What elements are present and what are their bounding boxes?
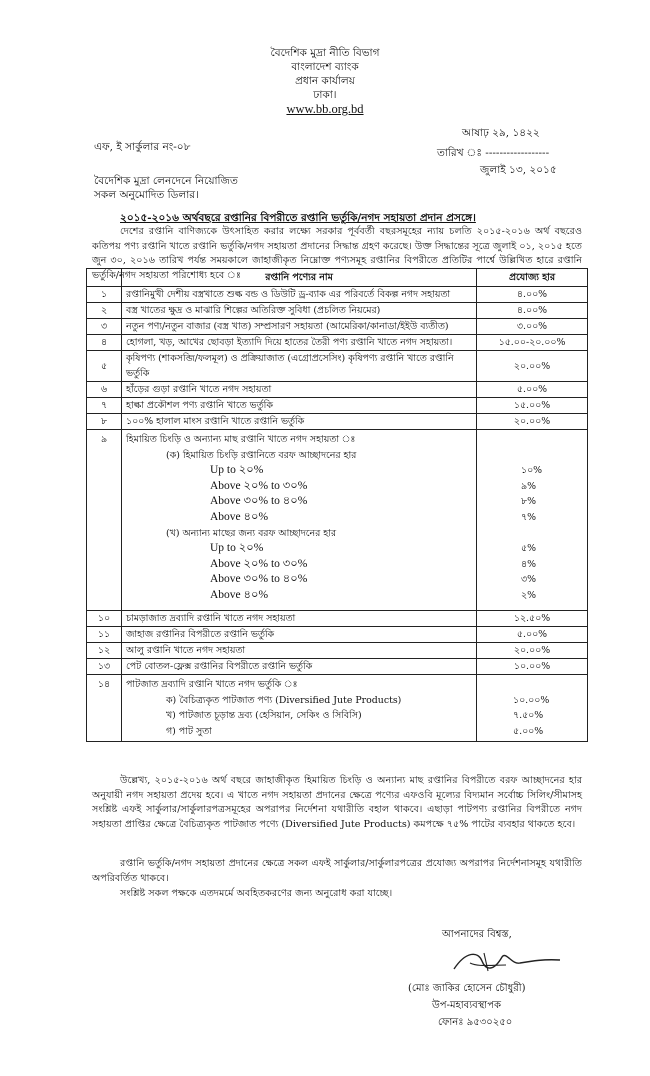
signatory-phone: ফোনঃ ৯৫৩০২৫০ <box>438 1017 513 1028</box>
office-name: প্রধান কার্যালয় <box>295 75 355 87</box>
row-product: হাঁড়ের গুড়া রপ্তানি খাতে নগদ সহায়তা <box>122 382 477 398</box>
jute-item-label: গ) পাট সুতা <box>166 725 212 737</box>
row-number: ১২ <box>87 643 122 659</box>
table-row <box>87 303 588 319</box>
fish-detail-cell <box>122 430 477 611</box>
table-row <box>87 611 588 627</box>
shrimp-band-rate: ৭% <box>521 511 537 523</box>
jute-item-rate: ১০.০০% <box>513 694 550 706</box>
row-number: ১০ <box>87 611 122 627</box>
bank-name: বাংলাদেশ ব্যাংক <box>291 61 359 73</box>
row-rate: ৫.০০% <box>477 627 588 643</box>
row-product: চামড়াজাত দ্রব্যাদি রপ্তানি খাতে নগদ সহায়তা <box>122 611 477 627</box>
shrimp-subtitle: (ক) হিমায়িত চিংড়ি রপ্তানিতে বরফ আচ্ছাদনের হার <box>166 449 357 461</box>
fish-band-rate: ৪% <box>521 558 536 570</box>
fish-band-label: Above ৪০% <box>210 588 269 601</box>
row-product: আলু রপ্তানি খাতে নগদ সহায়তা <box>122 643 477 659</box>
jute-item-label: খ) পাটজাত চূড়ান্ত দ্রব্য (হেসিয়ান, সেকিং ও সিবিসি) <box>166 710 362 722</box>
table-row <box>87 382 588 398</box>
table-row <box>87 319 588 335</box>
recipient-line-1: বৈদেশিক মুদ্রা লেনদেনে নিয়োজিত <box>94 175 238 187</box>
table-row <box>87 414 588 430</box>
row-rate: ৪.০০% <box>477 287 588 303</box>
note-3-text: সংশ্লিষ্ট সকল পক্ষকে এতদমর্মে অবহিতকরণের জন্য অনুরোধ করা যাচ্ছে। <box>120 888 393 899</box>
row-number: ৮ <box>87 414 122 430</box>
jute-item-rate: ৫.০০% <box>513 725 544 737</box>
header-rate: প্রযোজ্য হার <box>477 269 588 287</box>
row-number: ৫ <box>87 351 122 382</box>
shrimp-band-rate: ১০% <box>521 465 543 477</box>
row-product: হাল্কা প্রকৌশল পণ্য রপ্তানি খাতে ভর্তুকি <box>122 398 477 414</box>
row-product: বস্ত্র খাতের ক্ষুদ্র ও মাঝারি শিল্পের অতিরিক্ত সুবিধা (প্রচলিত নিয়মের) <box>122 303 477 319</box>
row-product: ১০০% হালাল মাংস রপ্তানি খাতে রপ্তানি ভর্তুকি <box>122 414 477 430</box>
fish-band-label: Above ২০% to ৩০% <box>210 557 308 570</box>
row-rate: ৩.০০% <box>477 319 588 335</box>
jute-item-rate: ৭.৫০% <box>513 710 544 722</box>
jute-row <box>87 675 588 742</box>
row-rate: ৫.০০% <box>477 382 588 398</box>
handwritten-signature <box>448 943 568 977</box>
fish-band-rate: ৫% <box>521 543 536 555</box>
shrimp-band-label: Up to ২০% <box>210 464 264 477</box>
row-rate: ২০.০০% <box>477 351 588 382</box>
row-number: ১৪ <box>87 675 122 742</box>
jute-detail-cell <box>122 675 477 742</box>
jute-rate-cell <box>477 675 588 742</box>
jute-title: পাটজাত দ্রব্যাদি রপ্তানি খাতে নগদ ভর্তুকি ঃ <box>126 679 298 690</box>
row-product: রপ্তানিমুখী দেশীয় বস্ত্রখাতে শুল্ক বন্ড ও ডিউটি ড্র-ব্যাক এর পরিবর্তে বিকল্প নগদ সহায়তা <box>122 287 477 303</box>
fish-band-rate: ৩% <box>521 574 537 586</box>
table-row <box>87 287 588 303</box>
row-rate: ১০.০০% <box>477 659 588 675</box>
row-number: ৭ <box>87 398 122 414</box>
closing-line: আপনাদের বিশ্বস্ত, <box>442 929 512 940</box>
city-name: ঢাকা। <box>313 89 337 101</box>
row-product: নতুন পণ্য/নতুন বাজার (বস্ত্র খাত) সম্প্রসারণ সহায়তা (আমেরিকা/কানাডা/ইইউ ব্যতীত) <box>122 319 477 335</box>
table-header-row <box>87 269 588 287</box>
row-product: পেট বোতল-ফ্লেক্স রপ্তানির বিপরীতে রপ্তানি ভর্তুকি <box>122 659 477 675</box>
circular-number: এফ, ই সার্কুলার নং-০৮ <box>94 141 191 153</box>
row-number: ৬ <box>87 382 122 398</box>
row-rate: ১৫.০০% <box>477 398 588 414</box>
date-label: তারিখ ঃ ------------------ <box>437 147 550 159</box>
row-number: ১ <box>87 287 122 303</box>
row-rate: ৪.০০% <box>477 303 588 319</box>
department-name: বৈদেশিক মুদ্রা নীতি বিভাগ <box>270 47 380 59</box>
table-row <box>87 643 588 659</box>
row-product: হোগলা, খড়, আখের ছোবড়া ইত্যাদি দিয়ে হাতের তৈরী পণ্য রপ্তানি খাতে নগদ সহায়তা। <box>122 335 477 351</box>
date-bangla: আষাঢ় ২৯, ১৪২২ <box>462 127 540 139</box>
table-row <box>87 398 588 414</box>
row-rate: ২০.০০% <box>477 643 588 659</box>
letterhead <box>0 46 650 116</box>
fish-band-rate: ২% <box>521 589 537 601</box>
fish-title: হিমায়িত চিংড়ি ও অন্যান্য মাছ রপ্তানি খাতে নগদ সহায়তা ঃ <box>126 434 356 445</box>
signatory-name: (মোঃ জাকির হোসেন চৌধুরী) <box>408 983 526 994</box>
jute-item-label: ক) বৈচিত্র্যকৃত পাটজাত পণ্য (Diversified Jute Products) <box>166 694 402 706</box>
row-number: ৩ <box>87 319 122 335</box>
note-paragraph-2 <box>92 857 582 886</box>
signatory-designation: উপ-মহাব্যবস্থাপক <box>432 1000 501 1011</box>
recipient-line-2: সকল অনুমোদিত ডিলার। <box>94 189 199 201</box>
header-product: রপ্তানি পণ্যের নাম <box>122 269 477 287</box>
header-no-cell <box>87 269 122 287</box>
row-rate: ১৫.০০-২০.০০% <box>477 335 588 351</box>
note-1-text: উল্লেখ্য, ২০১৫-২০১৬ অর্থ বছরে জাহাজীকৃত হিমায়িত চিংড়ি ও অন্যান্য মাছ রপ্তানির বিপরীতে বরফ আচ্ছাদনের হার অনুযায়ী নগদ সহায়তা প্রদেয় হবে। এ খাতে নগদ সহায়তা প্রদানের ক্ষেত্রে পণ্যের এফওবি মূল্যের বিদ্যমান সর্বোচ্চ সিলিং/সীমাসহ সংশ্লিষ্ট এফই সার্কুলার/সার্কুলারপত্রসমূহের অপরাপর নির্দেশনা যথারীতি বহাল থাকবে। এছাড়া পাটপণ্য রপ্তানির বিপরীতে নগদ সহায়তা প্রাপ্তির ক্ষেত্রে বৈচিত্র্যকৃত পাটজাত পণ্যে (Diversified Jute Products) কমপক্ষে ৭৫% পাটের ব্যবহার থাকতে হবে। <box>92 775 582 830</box>
intro-text: দেশের রপ্তানি বাণিজ্যকে উৎসাহিত করার লক্ষ্যে সরকার পূর্ববর্তী বছরসমূহের ন্যায় চলতি ২০১৫-২০১৬ অর্থ বছরেও কতিপয় পণ্য রপ্তানি খাতে রপ্তানি ভর্তুকি/নগদ সহায়তা প্রদানের সিদ্ধান্ত গ্রহণ করেছে। উক্ত সিদ্ধান্তের সূত্রে জুলাই ০১, ২০১৫ হতে জুন ৩০, ২০১৬ তারিখ পর্যন্ত সময়কালে জাহাজীকৃত নিম্নোক্ত পণ্যসমূহ রপ্তানির বিপরীতে প্রতিটির পার্শ্বে উল্লিখিত হারে রপ্তানি ভর্তুকি/নগদ সহায়তা পরিশোধ্য হবে ঃ <box>92 226 582 281</box>
row-rate: ২০.০০% <box>477 414 588 430</box>
fish-row <box>87 430 588 611</box>
row-number: ১৩ <box>87 659 122 675</box>
table-row <box>87 659 588 675</box>
shrimp-band-rate: ৯% <box>521 480 536 492</box>
shrimp-band-label: Above ২০% to ৩০% <box>210 479 308 492</box>
fish-rate-cell <box>477 430 588 611</box>
row-number: ১১ <box>87 627 122 643</box>
subject-title: ২০১৫-২০১৬ অর্থবছরে রপ্তানির বিপরীতে রপ্তানি ভর্তুকি/নগদ সহায়তা প্রদান প্রসঙ্গে। <box>120 212 476 224</box>
rate-table <box>86 268 588 742</box>
note-2-text: রপ্তানি ভর্তুকি/নগদ সহায়তা প্রদানের ক্ষেত্রে সকল এফই সার্কুলার/সার্কুলারপত্রের প্রযোজ্য অপরাপর নির্দেশনাসমূহ যথারীতি অপরিবর্তিত থাকবে। <box>92 858 582 884</box>
fish-band-label: Up to ২০% <box>210 542 264 555</box>
website-link[interactable]: www.bb.org.bd <box>286 102 364 116</box>
row-product: জাহাজ রপ্তানির বিপরীতে রপ্তানি ভর্তুকি <box>122 627 477 643</box>
shrimp-band-label: Above ৩০% to ৪০% <box>210 495 308 508</box>
table-row <box>87 335 588 351</box>
table-row <box>87 351 588 382</box>
other-fish-subtitle: (খ) অন্যান্য মাছের জন্য বরফ আচ্ছাদনের হার <box>166 527 337 539</box>
row-rate: ১২.৫০% <box>477 611 588 627</box>
table-row <box>87 627 588 643</box>
note-paragraph-3 <box>92 887 582 902</box>
row-product: কৃষিপণ্য (শাকসব্জি/ফলমূল) ও প্রক্রিয়াজাত (এগ্রোপ্রসেসিং) কৃষিপণ্য রপ্তানি খাতে রপ্তানি ভর্তুকি <box>122 351 477 382</box>
row-number: ৯ <box>87 430 122 611</box>
row-number: ২ <box>87 303 122 319</box>
fish-band-label: Above ৩০% to ৪০% <box>210 573 308 586</box>
shrimp-band-rate: ৮% <box>521 496 536 508</box>
row-number: ৪ <box>87 335 122 351</box>
shrimp-band-label: Above ৪০% <box>210 510 269 523</box>
note-paragraph-1 <box>92 774 582 832</box>
date-english: জুলাই ১৩, ২০১৫ <box>480 164 557 176</box>
